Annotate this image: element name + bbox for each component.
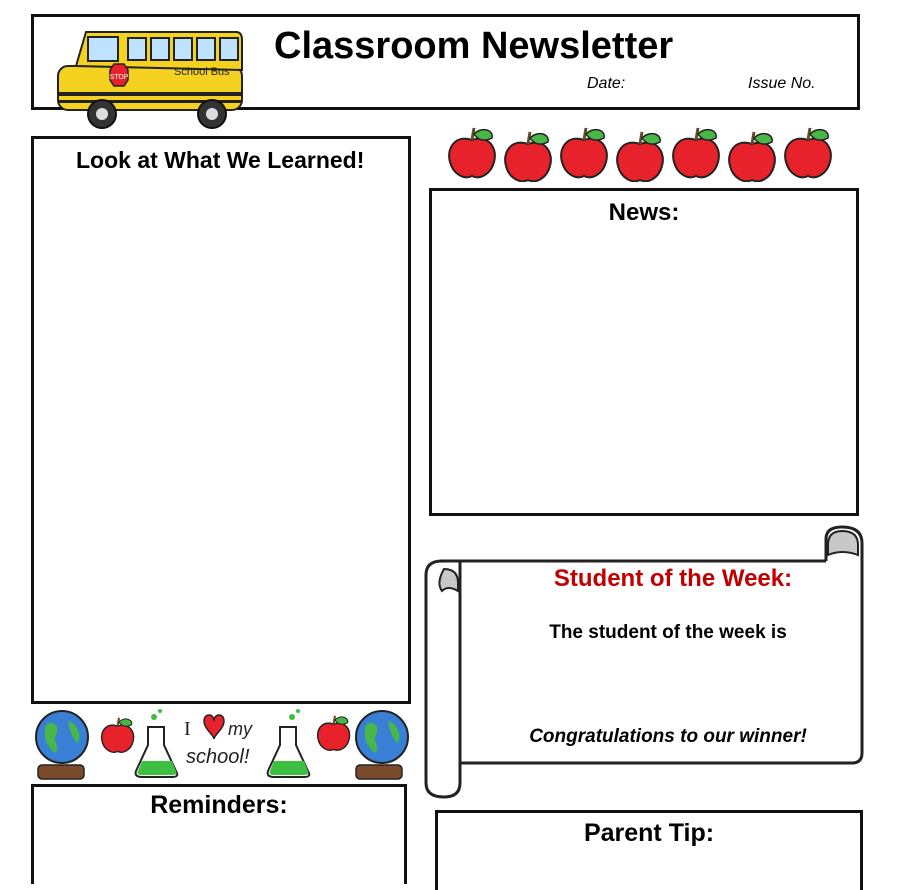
newsletter-title: Classroom Newsletter — [274, 25, 674, 67]
banner-word-i: I — [184, 718, 191, 740]
apple-icon — [729, 132, 775, 181]
bus-sign-text: School Bus — [174, 66, 230, 78]
apple-icon — [505, 132, 551, 181]
school-bus-icon — [56, 30, 246, 130]
date-label: Date: — [587, 75, 626, 92]
apple-icon — [617, 132, 663, 181]
news-box — [429, 188, 859, 516]
apple-icon — [561, 128, 607, 177]
parent-tip-title: Parent Tip: — [583, 819, 715, 847]
student-of-week-congrats: Congratulations to our winner! — [529, 726, 807, 747]
issue-label: Issue No. — [748, 75, 816, 92]
reminders-box — [31, 784, 407, 884]
banner-word-school: school! — [186, 746, 250, 768]
reminders-title: Reminders: — [150, 791, 288, 819]
student-of-week-text: The student of the week is — [549, 622, 787, 643]
globe-icon — [356, 711, 408, 779]
parent-tip-box — [435, 810, 863, 890]
banner-word-my: my — [228, 719, 252, 739]
apple-icon — [673, 128, 719, 177]
stop-sign-text: STOP — [109, 74, 129, 81]
school-banner — [30, 705, 412, 783]
apple-row — [444, 124, 836, 182]
globe-icon — [36, 711, 88, 779]
learned-title: Look at What We Learned! — [76, 147, 365, 173]
apple-icon — [785, 128, 831, 177]
news-title: News: — [608, 199, 680, 226]
apple-icon — [449, 128, 495, 177]
learned-box — [31, 136, 411, 704]
student-of-week-title: Student of the Week: — [553, 565, 793, 592]
